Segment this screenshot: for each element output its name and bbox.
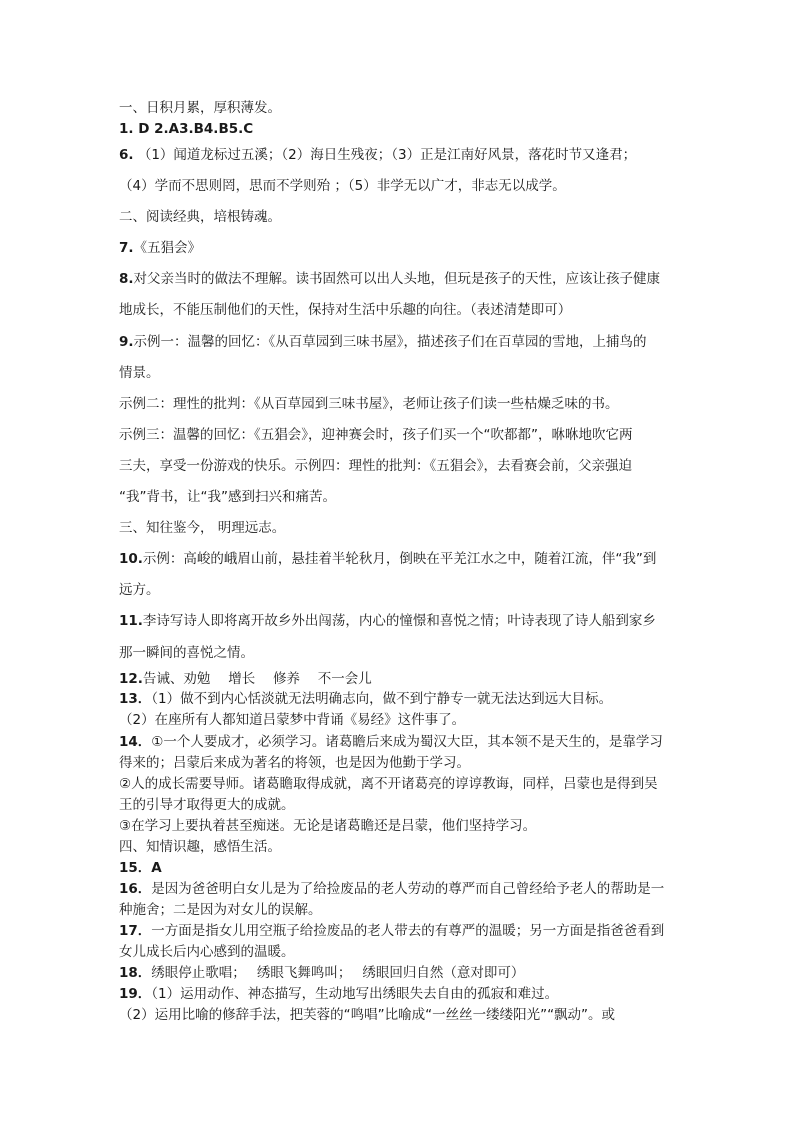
answer-text: ③在学习上要执着甚至痴迷。无论是诸葛瞻还是吕蒙，他们坚持学习。 — [119, 818, 537, 834]
answer-line — [119, 301, 571, 319]
answer-text: 三夫，享受一份游戏的快乐。示例四：理性的批判：《五猖会》，去看赛会前，父亲强迫 — [119, 458, 632, 474]
answer-line — [119, 796, 295, 814]
answer-text: 四、知情识趣，感悟生活。 — [119, 839, 281, 855]
answer-line — [119, 964, 524, 982]
answer-text: 一、日积月累，厚积薄发。 — [119, 100, 281, 116]
answer-text: “我”背书，让“我”感到扫兴和痛苦。 — [119, 489, 336, 505]
question-number: 1. — [119, 121, 134, 137]
section-heading — [119, 99, 281, 117]
answer-line — [119, 985, 558, 1003]
answer-line — [119, 120, 253, 138]
answer-text: （2）运用比喻的修辞手法，把芙蓉的“鸣唱”比喻成“一丝丝一缕缕阳光”“飘动”。或 — [119, 1007, 616, 1023]
answer-text: 王的引导才取得更大的成就。 — [119, 797, 295, 813]
answer-line — [119, 880, 664, 898]
answer-line — [119, 690, 612, 708]
answer-line — [119, 395, 619, 413]
question-number: 13． — [119, 691, 152, 707]
answer-text: 情景。 — [119, 365, 160, 381]
answer-line — [119, 670, 372, 688]
answer-text: 告诫、劝勉 增长 修养 不一会儿 — [142, 671, 372, 687]
answer-line — [119, 364, 160, 382]
answer-line — [119, 426, 633, 444]
answer-line — [119, 859, 162, 877]
answer-line — [119, 733, 663, 751]
answer-text: 二、阅读经典，培根铸魂。 — [119, 209, 281, 225]
answer-line — [119, 922, 664, 940]
answer-text: 那一瞬间的喜悦之情。 — [119, 645, 254, 661]
answer-text: 绣眼停止歌唱； 绣眼飞舞鸣叫； 绣眼回归自然（意对即可） — [151, 965, 525, 981]
answer-text: 对父亲当时的做法不理解。读书固然可以出人头地，但玩是孩子的天性，应该让孩子健康 — [133, 271, 661, 287]
answer-text: （2）在座所有人都知道吕蒙梦中背诵《易经》这件事了。 — [119, 712, 466, 728]
section-heading — [119, 519, 285, 537]
question-number: 14． — [119, 734, 152, 750]
question-number: 7. — [119, 240, 134, 256]
answer-text: （4）学而不思则罔，思而不学则殆 ；（5）非学无以广才，非志无以成学。 — [119, 178, 566, 194]
answer-text: 女儿成长后内心感到的温暖。 — [119, 944, 295, 960]
answer-line — [119, 239, 201, 257]
question-number: 19． — [119, 986, 152, 1002]
answer-line — [119, 270, 660, 288]
question-number: 9. — [119, 334, 134, 350]
answer-line — [119, 943, 295, 961]
answer-text: 示例三：温馨的回忆：《五猖会》，迎神赛会时，孩子们买一个“吹都都”，咻咻地吹它两 — [119, 427, 633, 443]
answer-text: ②人的成长需要导师。诸葛瞻取得成就，离不开诸葛亮的谆谆教诲，同样，吕蒙也是得到吴 — [119, 776, 658, 792]
answer-text: （1）做不到内心恬淡就无法明确志向，做不到宁静专一就无法达到远大目标。 — [151, 691, 613, 707]
answer-text: （1）运用动作、神态描写，生动地写出绣眼失去自由的孤寂和难过。 — [151, 986, 559, 1002]
answer-text: 三、知往鉴今， 明理远志。 — [119, 520, 286, 536]
answer-text: ①一个人要成才，必须学习。诸葛瞻后来成为蜀汉大臣，其本领不是天生的，是靠学习 — [151, 734, 663, 750]
answer-line — [119, 488, 336, 506]
answer-text: A — [151, 860, 162, 876]
answer-text: 远方。 — [119, 582, 160, 598]
question-number: 8. — [119, 271, 134, 287]
answer-text: 示例：高峻的峨眉山前，悬挂着半轮秋月，倒映在平羌江水之中，随着江流，伴“我”到 — [142, 551, 657, 567]
answer-line — [119, 581, 160, 599]
answer-line — [119, 612, 656, 630]
answer-text: 示例二：理性的批判：《从百草园到三味书屋》，老师让孩子们读一些枯燥乏味的书。 — [119, 396, 619, 412]
answer-text: 地成长，不能压制他们的天性，保持对生活中乐趣的向往。（表述清楚即可） — [119, 302, 572, 318]
answer-line — [119, 550, 656, 568]
question-number: 18． — [119, 965, 152, 981]
answer-text: 一方面是指女儿用空瓶子给捡废品的老人带去的有尊严的温暖；另一方面是指爸爸看到 — [151, 923, 665, 939]
answer-text: D 2.A3.B4.B5.C — [133, 121, 254, 137]
question-number: 12. — [119, 671, 143, 687]
question-number: 10. — [119, 551, 143, 567]
question-number: 15． — [119, 860, 152, 876]
answer-text: 《五猖会》 — [133, 240, 202, 256]
answer-line — [119, 817, 536, 835]
answer-line — [119, 901, 322, 919]
question-number: 16． — [119, 881, 152, 897]
answer-line — [119, 711, 465, 729]
answer-line — [119, 457, 632, 475]
question-number: 17． — [119, 923, 152, 939]
answer-line — [119, 177, 566, 195]
answer-line — [119, 146, 636, 164]
answer-text: 种施舍；二是因为对女儿的误解。 — [119, 902, 322, 918]
answer-text: 李诗写诗人即将离开故乡外出闯荡，内心的憧憬和喜悦之情；叶诗表现了诗人船到家乡 — [142, 613, 656, 629]
answer-text: 示例一：温馨的回忆：《从百草园到三味书屋》，描述孩子们在百草园的雪地，上捕鸟的 — [133, 334, 647, 350]
question-number: 6. — [119, 147, 134, 163]
answer-text: 得来的；吕蒙后来成为著名的将领，也是因为他勤于学习。 — [119, 755, 470, 771]
answer-text: 是因为爸爸明白女儿是为了给捡废品的老人劳动的尊严而自己曾经给予老人的帮助是一 — [151, 881, 665, 897]
answer-line — [119, 775, 658, 793]
section-heading — [119, 838, 281, 856]
answer-line — [119, 333, 647, 351]
answer-line — [119, 754, 470, 772]
answer-line — [119, 644, 254, 662]
answer-line — [119, 1006, 615, 1024]
section-heading — [119, 208, 281, 226]
question-number: 11. — [119, 613, 143, 629]
answer-text: （1）闻道龙标过五溪；（2）海日生残夜；（3）正是江南好风景，落花时节又逢君； — [133, 147, 637, 163]
